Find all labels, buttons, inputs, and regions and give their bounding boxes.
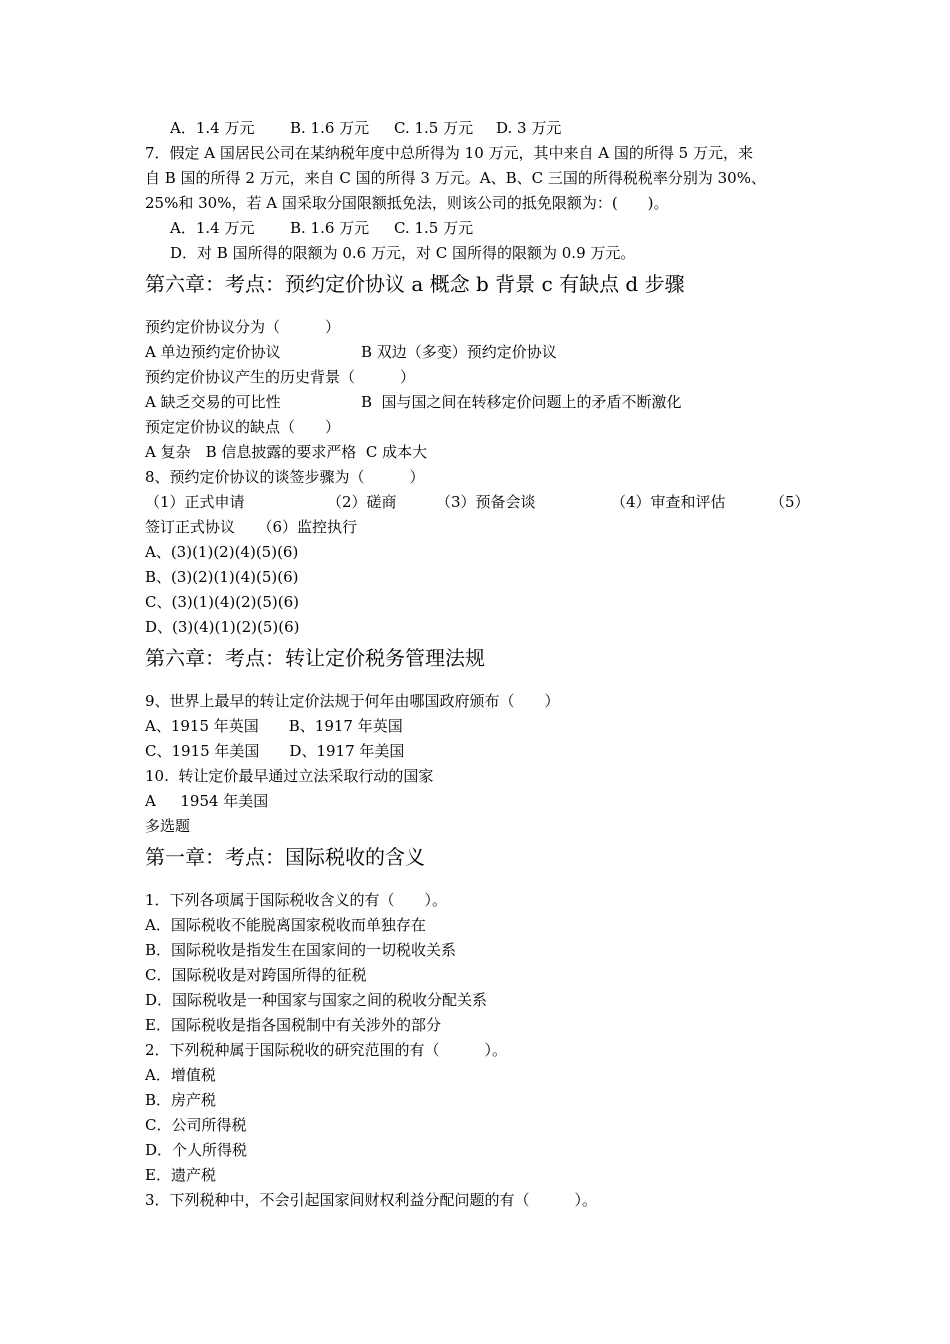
question-2: 2．下列税种属于国际税收的研究范围的有（ ）。 xyxy=(145,1041,508,1059)
option-a: A．增值税 xyxy=(145,1066,216,1084)
options-line: A、1915 年英国 B、1917 年英国 xyxy=(145,717,403,735)
option-b: B 国与国之间在转移定价问题上的矛盾不断激化 xyxy=(361,393,682,411)
option-a: A．国际税收不能脱离国家税收而单独存在 xyxy=(145,916,426,934)
question-line: 预约定价协议分为（ ） xyxy=(145,318,341,336)
step-item: （1）正式申请 xyxy=(145,493,245,511)
option-c: C、(3)(1)(4)(2)(5)(6) xyxy=(145,593,299,611)
option-d: D．对 B 国所得的限额为 0.6 万元，对 C 国所得的限额为 0.9 万元。 xyxy=(170,244,636,262)
option-e: E．国际税收是指各国税制中有关涉外的部分 xyxy=(145,1016,441,1034)
option-c: C. 1.5 万元 xyxy=(394,119,474,137)
options-line: A 复杂 B 信息披露的要求严格 C 成本大 xyxy=(145,443,428,461)
question-7-line-2: 自 B 国的所得 2 万元，来自 C 国的所得 3 万元。A、B、C 三国的所得税税率分别为 30%、 xyxy=(145,169,766,187)
option-b: B、(3)(2)(1)(4)(5)(6) xyxy=(145,568,299,586)
question-3: 3．下列税种中，不会引起国家间财权利益分配问题的有（ ）。 xyxy=(145,1191,598,1209)
question-7-line-3: 25%和 30%，若 A 国采取分国限额抵免法，则该公司的抵免限额为：( )。 xyxy=(145,194,669,212)
option-a: A．1.4 万元 xyxy=(170,119,255,137)
section-heading: 第六章：考点：预约定价协议 a 概念 b 背景 c 有缺点 d 步骤 xyxy=(145,272,685,296)
question-9: 9、世界上最早的转让定价法规于何年由哪国政府颁布（ ） xyxy=(145,692,560,710)
step-item: （2）磋商 xyxy=(327,493,397,511)
option-b: B．房产税 xyxy=(145,1091,217,1109)
options-line: C、1915 年美国 D、1917 年美国 xyxy=(145,742,405,760)
option-c: C．公司所得税 xyxy=(145,1116,247,1134)
option-c: C. 1.5 万元 xyxy=(394,219,474,237)
option-d: D．个人所得税 xyxy=(145,1141,248,1159)
option-b: B．国际税收是指发生在国家间的一切税收关系 xyxy=(145,941,457,959)
option-a: A、(3)(1)(2)(4)(5)(6) xyxy=(145,543,299,561)
option-c: C．国际税收是对跨国所得的征税 xyxy=(145,966,367,984)
section-heading: 第一章：考点：国际税收的含义 xyxy=(145,845,425,869)
section-heading: 第六章：考点：转让定价税务管理法规 xyxy=(145,646,485,670)
option-a: A．1.4 万元 xyxy=(170,219,255,237)
option-d: D. 3 万元 xyxy=(496,119,562,137)
question-line: 预约定价协议产生的历史背景（ ） xyxy=(145,368,416,386)
step-item: （4）审查和评估 xyxy=(611,493,726,511)
question-line: 预定定价协议的缺点（ ） xyxy=(145,418,341,436)
option-b: B. 1.6 万元 xyxy=(290,219,370,237)
question-10: 10. 转让定价最早通过立法采取行动的国家 xyxy=(145,767,434,785)
step-item: （3）预备会谈 xyxy=(436,493,536,511)
step-line: 签订正式协议 （6）监控执行 xyxy=(145,518,358,536)
question-8: 8、预约定价协议的谈签步骤为（ ） xyxy=(145,468,425,486)
option-a: A 单边预约定价协议 xyxy=(145,343,281,361)
question-1: 1．下列各项属于国际税收含义的有（ ）。 xyxy=(145,891,448,909)
option-d: D．国际税收是一种国家与国家之间的税收分配关系 xyxy=(145,991,488,1009)
section-label: 多选题 xyxy=(145,817,191,835)
option-e: E．遗产税 xyxy=(145,1166,216,1184)
option-b: B 双边（多变）预约定价协议 xyxy=(361,343,557,361)
answer-line: A 1954 年美国 xyxy=(145,792,269,810)
option-d: D、(3)(4)(1)(2)(5)(6) xyxy=(145,618,300,636)
question-7-line-1: 7．假定 A 国居民公司在某纳税年度中总所得为 10 万元，其中来自 A 国的所得 5 万元，来 xyxy=(145,144,753,162)
option-b: B. 1.6 万元 xyxy=(290,119,370,137)
option-a: A 缺乏交易的可比性 xyxy=(145,393,281,411)
step-item: （5） xyxy=(770,493,810,511)
